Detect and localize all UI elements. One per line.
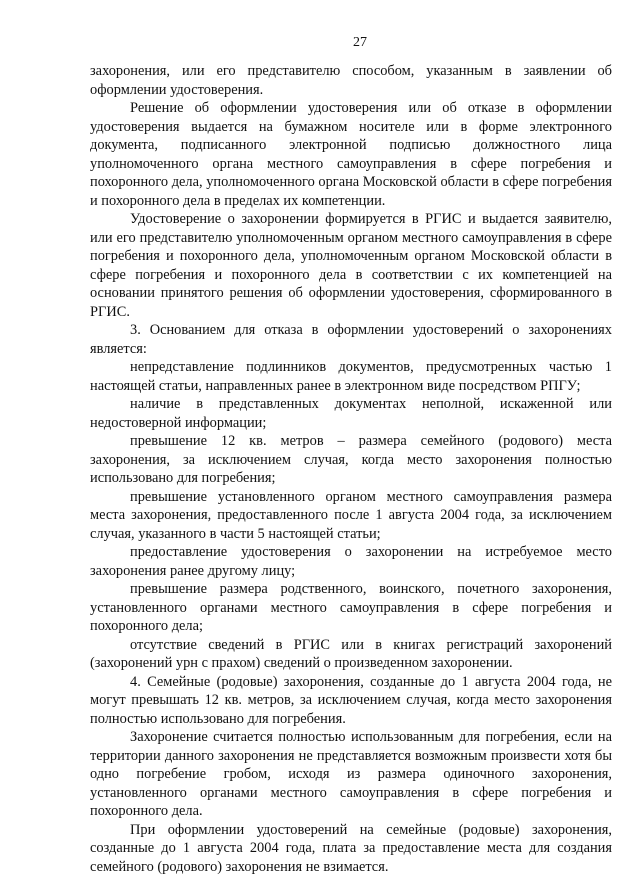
paragraph-no-fee: При оформлении удостоверений на семейные (родовые) захоронения, созданные до 1 августа 2004 года, плата за предоставление места для создания семейного (родового) захоронения не взимается. xyxy=(90,821,612,875)
paragraph-refusal-grounds-intro: 3. Основанием для отказа в оформлении удостоверений о захоронениях является: xyxy=(90,322,612,357)
paragraph-certificate-formation: Удостоверение о захоронении формируется в РГИС и выдается заявителю, или его представителю уполномоченным органом местного самоуправления в сфере погребения и похоронного дела, уполномоченным органом Московской области в сфере погребения и похоронного дела в соответствии с их компетенцией на основании принятого решения об оформлении удостоверения, сформированного в РГИС. xyxy=(90,211,612,320)
paragraph-continuation: захоронения, или его представителю способом, указанным в заявлении об оформлении удостоверения. xyxy=(90,63,612,98)
page-number: 27 xyxy=(353,35,367,50)
document-body xyxy=(90,62,612,876)
list-item-excess-12-sqm: превышение 12 кв. метров – размера семейного (родового) места захоронения, за исключением случая, когда место захоронения полностью использовано для погребения; xyxy=(90,433,612,486)
list-item-excess-local-size: превышение установленного органом местного самоуправления размера места захоронения, предоставленного после 1 августа 2004 года, за исключением случая, указанного в части 5 настоящей статьи; xyxy=(90,488,612,542)
paragraph-decision-issuance: Решение об оформлении удостоверения или об отказе в оформлении удостоверения выдается на бумажном носителе или в форме электронного документа, подписанного электронной подписью должностного лица уполномоченного органа местного самоуправления в сфере погребения и похоронного дела, уполномоченного органа Московской области в сфере погребения и похоронного дела в пределах их компетенции. xyxy=(90,100,612,209)
list-item-excess-related-burial: превышение размера родственного, воинского, почетного захоронения, установленного органами местного самоуправления в сфере погребения и похоронного дела; xyxy=(90,581,612,634)
list-item-originals-not-provided: непредставление подлинников документов, предусмотренных частью 1 настоящей статьи, направленных ранее в электронном виде посредством РПГУ; xyxy=(90,359,612,394)
list-item-no-records: отсутствие сведений в РГИС или в книгах регистраций захоронений (захоронений урн с прахом) сведений о произведенном захоронении. xyxy=(90,636,612,671)
list-item-already-issued: предоставление удостоверения о захоронении на истребуемое место захоронения ранее другому лицу; xyxy=(90,544,612,579)
list-item-incomplete-info: наличие в представленных документах неполной, искаженной или недостоверной информации; xyxy=(90,396,612,431)
paragraph-fully-used-definition: Захоронение считается полностью использованным для погребения, если на территории данного захоронения не представляется возможным произвести хотя бы одно погребение гробом, исходя из размера одиночного захоронения, установленного органами местного самоуправления в сфере погребения и похоронного дела. xyxy=(90,729,612,819)
paragraph-family-burials-limit: 4. Семейные (родовые) захоронения, созданные до 1 августа 2004 года, не могут превышать 12 кв. метров, за исключением случая, когда место захоронения полностью использовано для погребения. xyxy=(90,673,612,727)
